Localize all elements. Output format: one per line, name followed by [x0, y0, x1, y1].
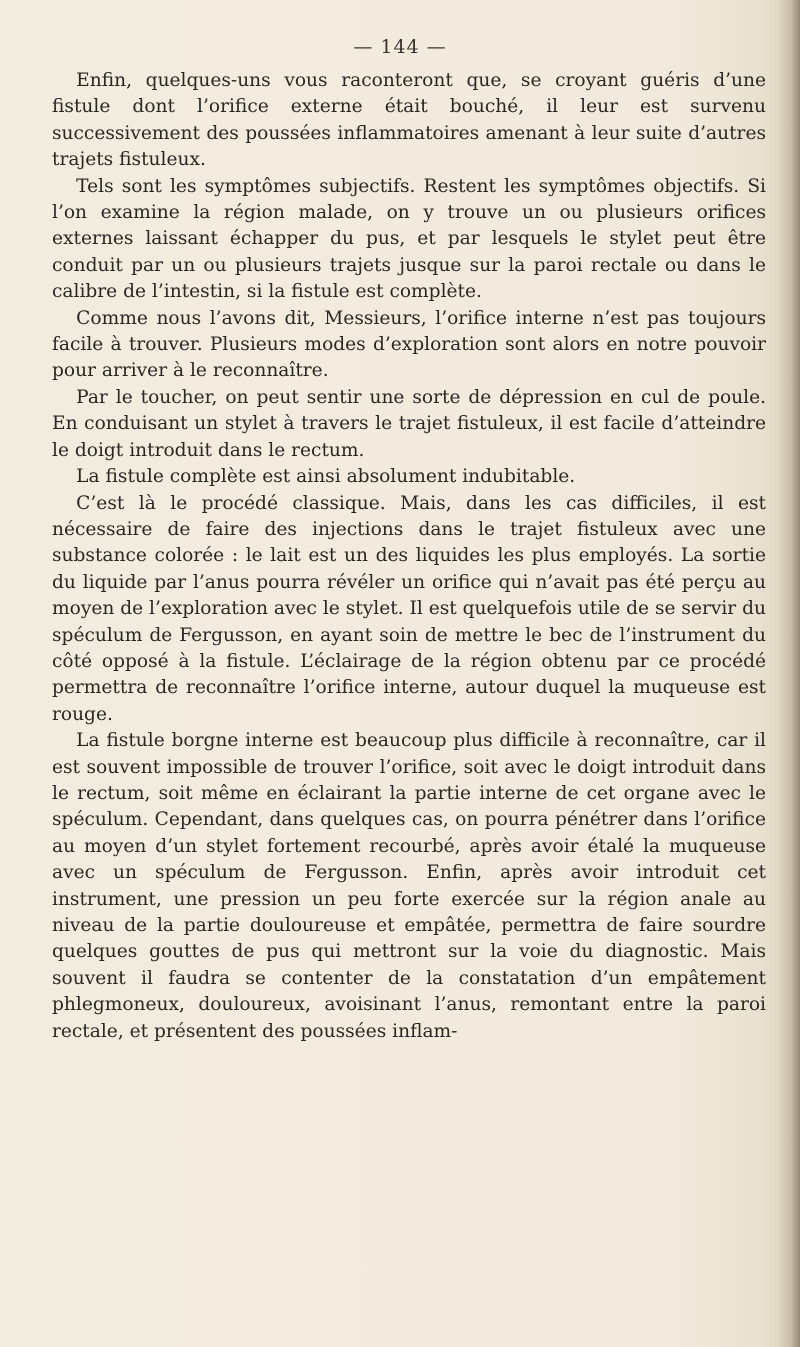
- page-edge-shadow: [778, 0, 800, 1347]
- body-text: [52, 68, 766, 1045]
- paragraph: Comme nous l’avons dit, Messieurs, l’orifice interne n’est pas toujours facile à trouver. Plusieurs modes d’exploration sont alors en notre pouvoir pour arriver à le reconnaître.: [52, 307, 766, 382]
- paragraph: Enfin, quelques-uns vous raconteront que, se croyant guéris d’une fistule dont l’orifice externe était bouché, il leur est survenu successivement des poussées inflammatoires amenant à leur suite d’autres trajets fistuleux.: [52, 70, 766, 171]
- paragraph: Par le toucher, on peut sentir une sorte de dépression en cul de poule. En conduisant un stylet à travers le trajet fistuleux, il est facile d’atteindre le doigt introduit dans le rectum.: [52, 386, 766, 461]
- paragraph: Tels sont les symptômes subjectifs. Restent les symptômes objectifs. Si l’on examine la région malade, on y trouve un ou plusieurs orifices externes laissant échapper du pus, et par lesquels le stylet peut être conduit par un ou plusieurs trajets jusque sur la paroi rectale ou dans le calibre de l’intestin, si la fistule est complète.: [52, 175, 766, 303]
- page-number: — 144 —: [353, 36, 447, 58]
- paragraph: La fistule borgne interne est beaucoup plus difficile à reconnaître, car il est souvent impossible de trouver l’orifice, soit avec le doigt introduit dans le rectum, soit même en éclairant la partie interne de cet organe avec le spéculum. Cependant, dans quelques cas, on pourra pénétrer dans l’orifice au moyen d’un stylet fortement recourbé, après avoir étalé la muqueuse avec un spéculum de Fergusson. Enfin, après avoir introduit cet instrument, une pression un peu forte exercée sur la région anale au niveau de la partie douloureuse et empâtée, permettra de faire sourdre quelques gouttes de pus qui mettront sur la voie du diagnostic. Mais souvent il faudra se contenter de la constatation d’un empâtement phlegmoneux, douloureux, avoisinant l’anus, remontant entre la paroi rectale, et présentent des poussées inflam-: [52, 730, 766, 1042]
- paragraph: La fistule complète est ainsi absolument indubitable.: [76, 466, 576, 488]
- paragraph: C’est là le procédé classique. Mais, dans les cas difficiles, il est nécessaire de faire des injections dans le trajet fistuleux avec une substance colorée : le lait est un des liquides les plus employés. La sortie du liquide par l’anus pourra révéler un orifice qui n’avait pas été perçu au moyen de l’exploration avec le stylet. Il est quelquefois utile de se servir du spéculum de Fergusson, en ayant soin de mettre le bec de l’instrument du côté opposé à la fistule. L’éclairage de la région obtenu par ce procédé permettra de reconnaître l’orifice interne, autour duquel la muqueuse est rouge.: [52, 492, 766, 725]
